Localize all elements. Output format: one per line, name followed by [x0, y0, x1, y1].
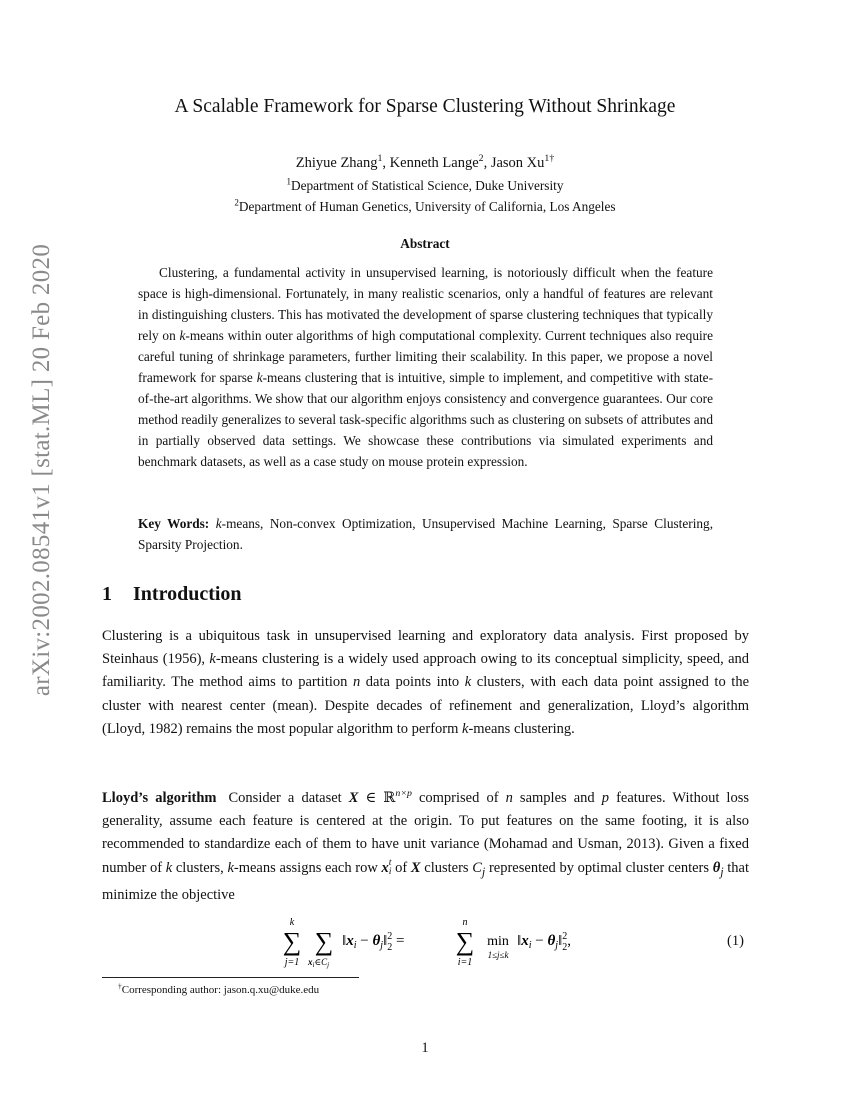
author-name: Jason Xu [490, 155, 545, 171]
footnote-divider [102, 977, 359, 978]
math-k: k [256, 370, 263, 385]
abstract-text: Clustering, a fundamental activity in unsupervised learning, is notoriously difficult when the feature space is high-dimensional. Fortunately, in many realistic scenarios, only a handful of features are relevant in distinguishing clusters. This has motivated the development of sparse clustering techniques that typically rely on [138, 265, 713, 343]
math-sub: j [720, 864, 724, 879]
sum-icon: ∑ [455, 927, 475, 956]
sum-lower-limit: j=1 [284, 957, 300, 968]
author-separator: , [483, 155, 491, 171]
affiliation-line [0, 178, 850, 194]
math-theta: θ [712, 859, 721, 876]
norm-term: $‖x_i$ − $\theta_j‖^2$ 2, [517, 931, 572, 953]
section-title: Introduction [133, 583, 242, 605]
body-text: comprised of [411, 790, 506, 806]
lloyd-paragraph [102, 787, 749, 907]
author-list [0, 155, 850, 172]
math-dims: n×p [395, 788, 412, 800]
math-x: x [381, 859, 389, 876]
section-number: 1 [102, 583, 112, 605]
affiliation-mark: 2 [234, 197, 239, 208]
math-matrix-x: X [348, 790, 359, 806]
body-text: -means clustering. [468, 720, 575, 737]
math-k: k [179, 328, 186, 343]
arxiv-identifier-stamp: arXiv:2002.08541v1 [stat.ML] 20 Feb 2020 [28, 243, 55, 697]
body-text: -means clustering is a widely used approach owing to its conceptual simplicity, speed, and familiarity. The method aims to partition [102, 651, 749, 691]
objective-equation [282, 912, 602, 972]
math-k: k [464, 674, 472, 691]
footnote [118, 981, 320, 996]
author-name: Kenneth Lange [389, 155, 479, 171]
sum-icon: ∑ [314, 927, 334, 956]
body-text: features. Without loss generality, assume each feature is centered at the origin. To put features on the same footing, it is also recommended to standardize each of them to have unit variance (Mohamad and Usman, 2013). Given a fixed number of [102, 790, 749, 876]
math-k: k [227, 859, 234, 876]
abstract-paragraph [138, 262, 713, 472]
sum-lower-limit: i=1 [457, 957, 473, 968]
sum-upper-limit: n [462, 917, 468, 928]
intro-paragraph [102, 625, 749, 741]
math-sub: i [388, 865, 392, 877]
math-k: k [215, 516, 222, 531]
abstract-text: -means within outer algorithms of high computational complexity. Current techniques also require careful tuning of shrinkage parameters, further limiting their scalability. In this paper, we propose a novel framework for sparse [138, 328, 713, 385]
abstract-text: -means clustering that is intuitive, simple to implement, and competitive with state-of-the-art algorithms. We show that our algorithm enjoys consistency and convergence guarantees. Our core method readily generalizes to several task-specific algorithms such as clustering on subsets of attributes and in partially observed data settings. We showcase these contributions via simulated experiments and benchmark datasets, as well as a case study on mouse protein expression. [138, 370, 713, 469]
affiliation-text: Department of Statistical Science, Duke University [291, 178, 564, 193]
paper-title: A Scalable Framework for Sparse Clustering Without Shrinkage [174, 96, 676, 117]
math-p: p [601, 790, 609, 806]
math-k: k [209, 651, 216, 668]
sum-lower-limit: $x_i\in C_j$ [308, 957, 330, 969]
keywords-text: -means, Non-convex Optimization, Unsupervised Machine Learning, Sparse Clustering, Sparsity Projection. [138, 516, 714, 552]
author-separator: , [382, 155, 390, 171]
footnote-mark: † [118, 981, 122, 991]
author-name: Zhiyue Zhang [295, 155, 378, 171]
body-text: Consider a dataset [228, 790, 349, 806]
equation-number: (1) [727, 933, 744, 949]
affiliation-line [0, 199, 850, 215]
math-in-reals: ∈ ℝ [358, 790, 396, 806]
abstract-heading: Abstract [400, 236, 450, 251]
math-matrix-x: X [410, 859, 421, 876]
paragraph-title: Lloyd’s algorithm [102, 790, 217, 806]
body-text: samples and [512, 790, 602, 806]
sum-upper-limit: k [289, 917, 295, 928]
sum-icon: ∑ [282, 927, 302, 956]
body-text: clusters [420, 859, 473, 876]
author-affiliation-mark: 1 [377, 153, 383, 165]
body-text: data points into [360, 674, 465, 691]
page-number: 1 [421, 1040, 429, 1056]
body-text: represented by optimal cluster centers [485, 859, 713, 876]
body-text: clusters, with each data point assigned to the cluster with nearest center (mean). Despite decades of refinement and generalization, Lloyd’s algorithm (Lloyd, 1982) remains the most popular algorithm to perform [102, 674, 749, 737]
keywords-paragraph [138, 513, 713, 555]
math-c: C [472, 859, 482, 876]
keywords-label: Key Words: [138, 516, 210, 531]
math-k: k [165, 859, 173, 876]
affiliation-mark: 1 [286, 176, 291, 187]
math-sup: t [388, 856, 392, 868]
body-text: clusters, [172, 859, 228, 876]
norm-term: $‖x_i$ − $\theta_j‖^2$ 2 = [342, 931, 405, 953]
author-affiliation-mark: 1† [544, 153, 555, 165]
min-subscript: 1≤j≤k [487, 950, 509, 960]
section-heading [102, 583, 242, 606]
body-text: -means assigns each row [233, 859, 382, 876]
min-operator: min [487, 934, 509, 949]
body-text: that minimize the objective [102, 859, 749, 903]
body-text: of [391, 859, 411, 876]
footnote-text: Corresponding author: jason.q.xu@duke.edu [121, 984, 320, 996]
math-n: n [352, 674, 361, 691]
math-n: n [505, 790, 513, 806]
body-text: Clustering is a ubiquitous task in unsupervised learning and exploratory data analysis. First proposed by Steinhaus (1956), [102, 628, 749, 668]
math-sub: j [481, 864, 486, 879]
affiliation-text: Department of Human Genetics, University of California, Los Angeles [238, 199, 616, 214]
math-k: k [462, 720, 469, 737]
author-affiliation-mark: 2 [478, 153, 484, 165]
